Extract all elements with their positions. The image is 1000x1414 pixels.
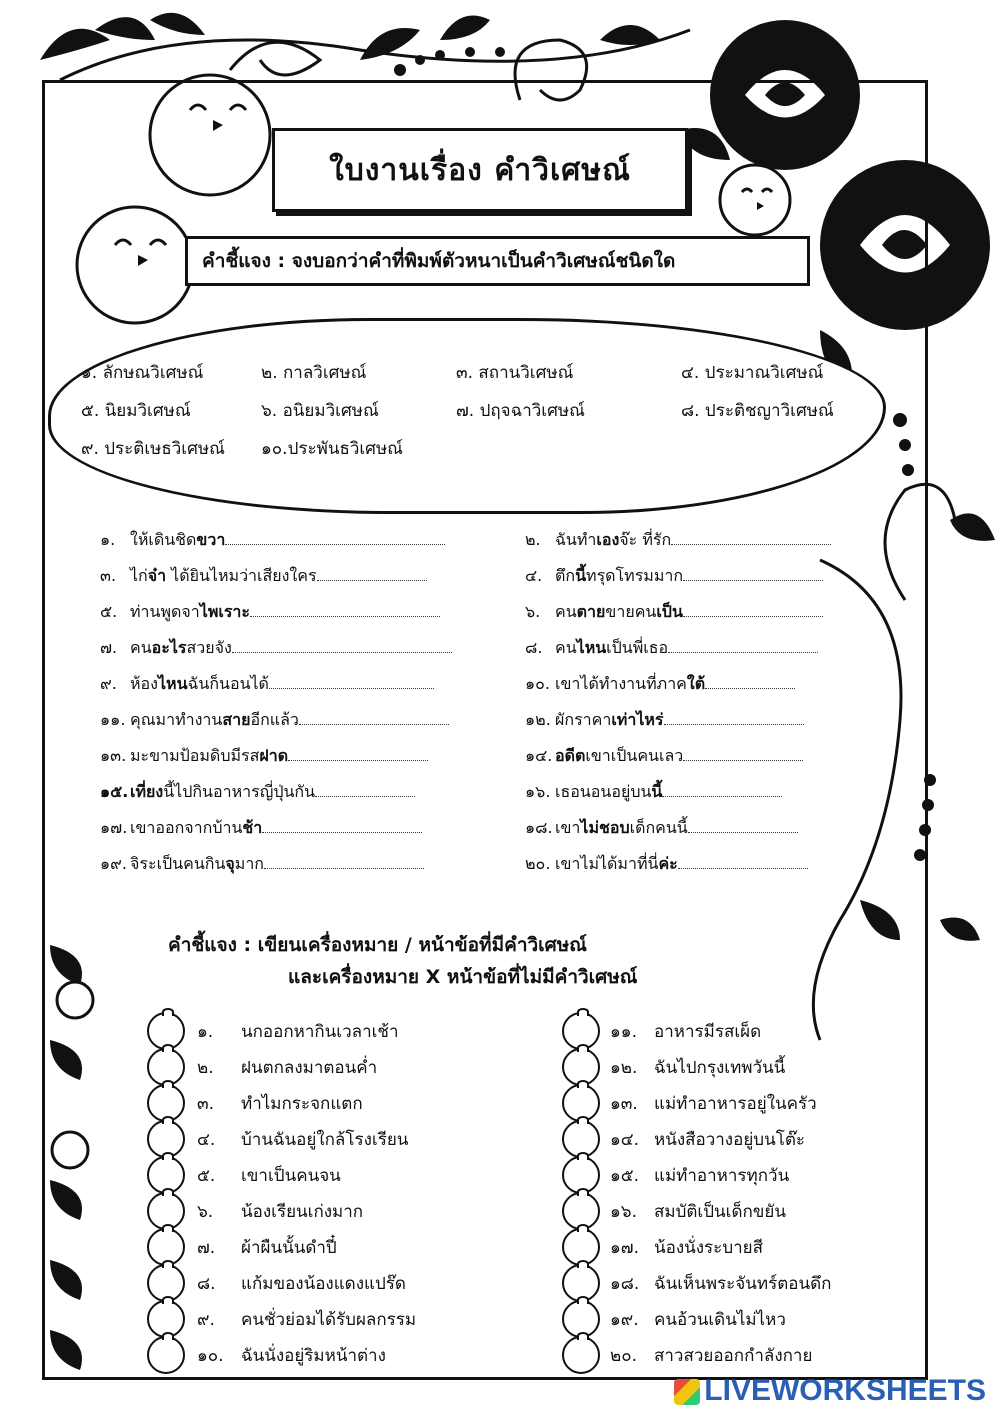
- check-list-left: [145, 1010, 475, 1370]
- check-item: ๕. เขาเป็นคนจน: [197, 1166, 341, 1186]
- question-item[interactable]: ๙. ห้องไหนฉันก็นอนได้: [100, 672, 434, 697]
- question-item[interactable]: ๑๔. อดีตเขาเป็นคนเลว: [525, 744, 803, 769]
- adverb-type-item: ๘. ประติชญาวิเศษณ์: [681, 401, 834, 421]
- check-item: ๑๕. แม่ทำอาหารทุกวัน: [610, 1166, 790, 1186]
- question-item[interactable]: ๗. คนอะไรสวยจัง: [100, 636, 452, 661]
- instruction-2-line1: คำชี้แจง : เขียนเครื่องหมาย / หน้าข้อที่มีคำวิเศษณ์: [168, 934, 587, 956]
- question-item[interactable]: ๔. ตึกนี้ทรุดโทรมมาก: [525, 564, 823, 589]
- adverb-type-item: ๗. ปฤจฉาวิเศษณ์: [456, 401, 585, 421]
- adverb-type-item: ๖. อนิยมวิเศษณ์: [261, 401, 379, 421]
- check-item: ๒. ฝนตกลงมาตอนค่ำ: [197, 1058, 378, 1078]
- adverb-types-box: [48, 318, 886, 514]
- instruction-banner: คำชี้แจง : จงบอกว่าคำที่พิมพ์ตัวหนาเป็นคำวิเศษณ์ชนิดใด: [185, 236, 810, 286]
- question-item[interactable]: ๑๘. เขาไม่ชอบเด็กคนนี้: [525, 816, 798, 841]
- question-item[interactable]: ๒๐. เขาไม่ได้มาที่นี่ค่ะ: [525, 852, 808, 877]
- check-item: ๓. ทำไมกระจกแตก: [197, 1094, 363, 1114]
- check-list-right: [560, 1010, 890, 1370]
- question-item[interactable]: ๑๑. คุณมาทำงานสายอีกแล้ว: [100, 708, 449, 733]
- adverb-type-item: ๔. ประมาณวิเศษณ์: [681, 363, 824, 383]
- check-item: ๖. น้องเรียนเก่งมาก: [197, 1202, 364, 1222]
- check-item: ๑๔. หนังสือวางอยู่บนโต๊ะ: [610, 1130, 805, 1150]
- adverb-type-item: ๑. ลักษณวิเศษณ์: [81, 363, 204, 383]
- adverb-type-item: ๓. สถานวิเศษณ์: [456, 363, 574, 383]
- question-item[interactable]: ๑๕. เที่ยงนี้ไปกินอาหารญี่ปุ่นกัน: [100, 780, 415, 805]
- check-item: ๑๑. อาหารมีรสเผ็ด: [610, 1022, 762, 1042]
- adverb-type-item: ๑๐.ประพันธวิเศษณ์: [261, 439, 403, 459]
- check-item: ๑๙. คนอ้วนเดินไม่ไหว: [610, 1310, 786, 1330]
- question-item[interactable]: ๑๓. มะขามป้อมดิบมีรสฝาด: [100, 744, 428, 769]
- worksheet-title: ใบงานเรื่อง คำวิเศษณ์: [272, 128, 688, 212]
- instruction-2-line2: และเครื่องหมาย X หน้าข้อที่ไม่มีคำวิเศษณ์: [288, 966, 638, 988]
- answer-circle[interactable]: [147, 1336, 185, 1374]
- adverb-type-item: ๒. กาลวิเศษณ์: [261, 363, 367, 383]
- question-item[interactable]: ๓. ไก่จ๋า ได้ยินไหมว่าเสียงใคร: [100, 564, 427, 589]
- check-item: ๑๐. ฉันนั่งอยู่ริมหน้าต่าง: [197, 1346, 386, 1366]
- liveworksheets-logo-icon: [674, 1379, 700, 1405]
- check-item: ๙. คนชั่วย่อมได้รับผลกรรม: [197, 1310, 417, 1330]
- check-item: ๑๘. ฉันเห็นพระจันทร์ตอนดึก: [610, 1274, 832, 1294]
- question-item[interactable]: ๒. ฉันทำเองจ๊ะ ที่รัก: [525, 528, 831, 553]
- question-item[interactable]: ๕. ท่านพูดจาไพเราะ: [100, 600, 440, 625]
- question-item[interactable]: ๑๙. จิระเป็นคนกินจุมาก: [100, 852, 424, 877]
- check-item: ๑๓. แม่ทำอาหารอยู่ในครัว: [610, 1094, 817, 1114]
- adverb-type-item: ๙. ประติเษธวิเศษณ์: [81, 439, 225, 459]
- liveworksheets-watermark: LIVEWORKSHEETS: [674, 1374, 986, 1408]
- questions-right-column: [525, 528, 855, 873]
- question-item[interactable]: ๘. คนไหนเป็นพี่เธอ: [525, 636, 818, 661]
- check-item: ๑๒. ฉันไปกรุงเทพวันนี้: [610, 1058, 786, 1078]
- question-item[interactable]: ๑๖. เธอนอนอยู่บนนี้: [525, 780, 782, 805]
- check-item: ๑๗. น้องนั่งระบายสี: [610, 1238, 763, 1258]
- check-item: ๘. แก้มของน้องแดงแปร๊ด: [197, 1274, 406, 1294]
- check-item: ๔. บ้านฉันอยู่ใกล้โรงเรียน: [197, 1130, 409, 1150]
- check-item: ๒๐. สาวสวยออกกำลังกาย: [610, 1346, 813, 1366]
- check-item: ๑. นกออกหากินเวลาเช้า: [197, 1022, 399, 1042]
- question-item[interactable]: ๖. คนตายขายคนเป็น: [525, 600, 823, 625]
- question-item[interactable]: ๑๗. เขาออกจากบ้านช้า: [100, 816, 422, 841]
- answer-circle[interactable]: [562, 1336, 600, 1374]
- questions-left-column: [100, 528, 480, 873]
- check-item: ๗. ผ้าผืนนั้นดำปี๋: [197, 1238, 337, 1258]
- check-item: ๑๖. สมบัติเป็นเด็กขยัน: [610, 1202, 786, 1222]
- question-item[interactable]: ๑. ให้เดินชิดขวา: [100, 528, 445, 553]
- adverb-type-item: ๕. นิยมวิเศษณ์: [81, 401, 191, 421]
- question-item[interactable]: ๑๐. เขาได้ทำงานที่ภาคใต้: [525, 672, 795, 697]
- question-item[interactable]: ๑๒. ผักราคาเท่าไหร่: [525, 708, 804, 733]
